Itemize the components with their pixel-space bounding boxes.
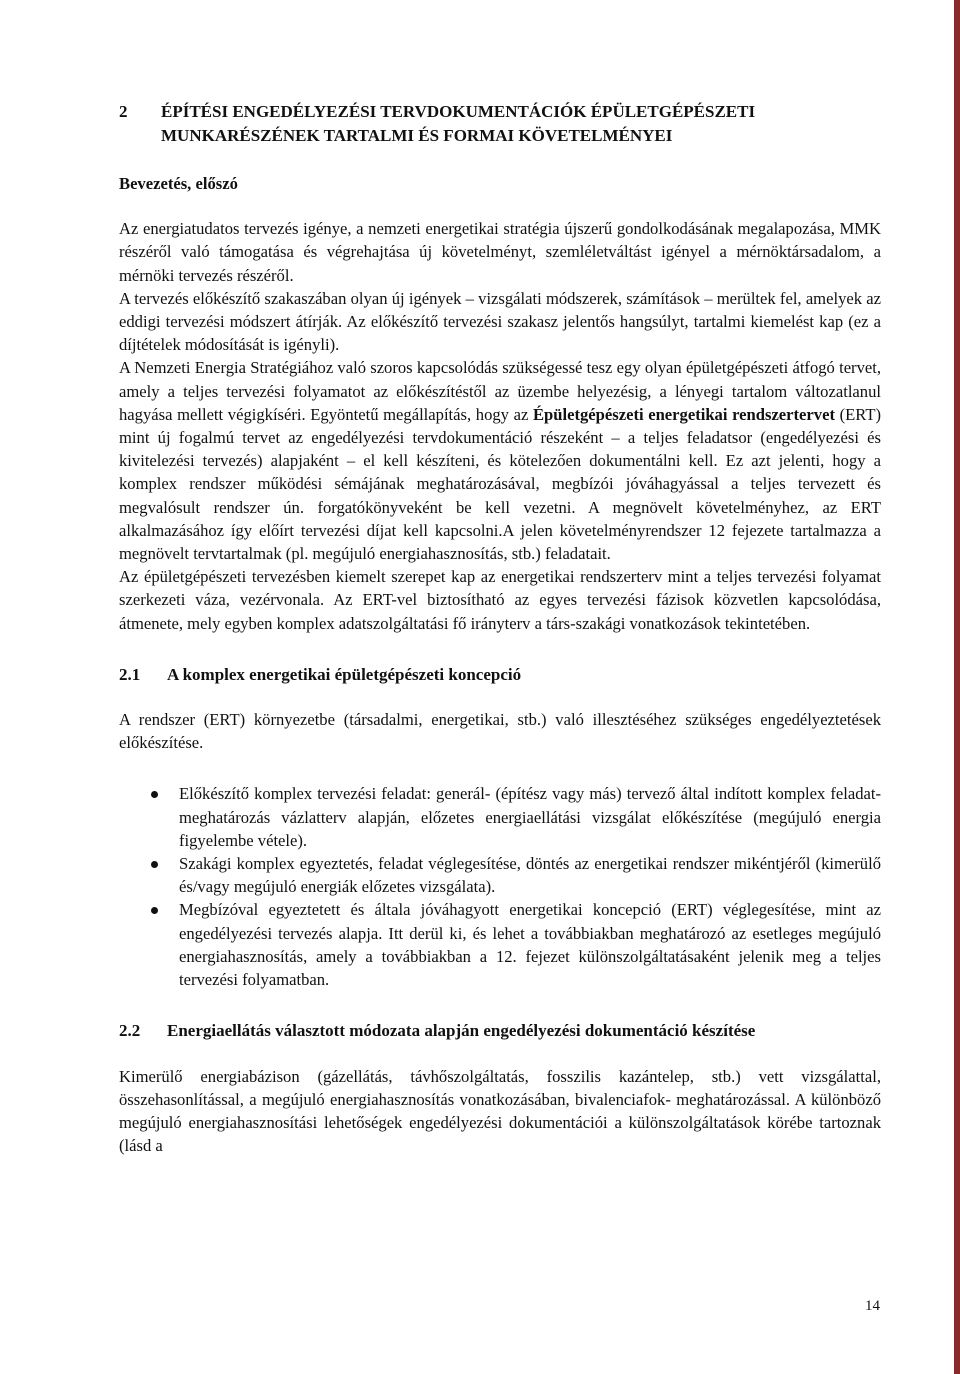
- section-2-1-number: 2.1: [119, 664, 141, 684]
- paragraph-3: [119, 356, 881, 565]
- list-item: [119, 782, 881, 852]
- paragraph-3-part-a: A Nemzeti Energia Stratégiához való szoros kapcsolódás szükségessé tesz egy olyan épületgépészeti átfogó tervet, amely a teljes tervezési folyamatot az előkészítéstől az üzembe helyezésig, a lényegi tartalom változatlanul hagyása mellett végigkíséri. Egyöntetű megállapítás, hogy az: [119, 358, 881, 424]
- chapter-title-line2: MUNKARÉSZÉNEK TARTALMI ÉS FORMAI KÖVETELMÉNYEI: [161, 126, 673, 145]
- list-item: [119, 898, 881, 991]
- page-edge-bar: [954, 0, 960, 1374]
- chapter-title-line1: ÉPÍTÉSI ENGEDÉLYEZÉSI TERVDOKUMENTÁCIÓK ÉPÜLETGÉPÉSZETI: [161, 102, 756, 121]
- section-2-2-heading: [119, 1019, 881, 1042]
- paragraph-2: A tervezés előkészítő szakaszában olyan új igények – vizsgálati módszerek, számítások – merültek fel, amelyek az eddigi tervezési módszert átírják. Az előkészítő tervezési szakasz jelentős hangsúlyt, tartalmi kiemelést kap (ez a díjtételek módosítását is igényli).: [119, 288, 881, 355]
- chapter-heading: [119, 100, 881, 148]
- paragraph-4: Az épületgépészeti tervezésben kiemelt szerepet kap az energetikai rendszerterv mint a teljes tervezési folyamat szerkezeti váza, vezérvonala. Az ERT-vel biztosítható az egyes tervezési fázisok közvetlen kapcsolódása, átmenete, mely egyben komplex adatszolgáltatási fő irányterv a társ-szakági vonatkozások tekintetében.: [119, 567, 881, 633]
- paragraph-1: Az energiatudatos tervezés igénye, a nemzeti energetikai stratégia újszerű gondolkodásának megalapozása, MMK részéről való támogatása és végrehajtása új követelményt, szemléletváltást igényel a mérnöktársadalom, a mérnöki tervezés részéről.: [119, 219, 881, 285]
- intro-heading: Bevezetés, előszó: [119, 174, 238, 193]
- section-2-2-number: 2.2: [119, 1021, 141, 1041]
- bullet-icon: [151, 907, 158, 914]
- chapter-number: 2: [119, 102, 128, 121]
- list-item-text: Szakági komplex egyeztetés, feladat véglegesítése, döntés az energetikai rendszer mikéntjéről (kimerülő és/vagy megújuló energiák előzetes vizsgálata).: [179, 854, 881, 897]
- list-item-text: Előkészítő komplex tervezési feladat: generál- (építész vagy más) tervező által indított komplex feladat-meghatározás vázlatterv alapján, előzetes energiaellátási vizsgálat előkészítése (megújuló energia figyelembe vétele).: [179, 784, 881, 850]
- section-2-1-title: A komplex energetikai épületgépészeti koncepció: [167, 664, 522, 684]
- list-item-text: Megbízóval egyeztetett és általa jóváhagyott energetikai koncepció (ERT) véglegesítése, mint az engedélyezési tervezés alapja. Itt derül ki, és lehet a továbbiakban meghatározó az esetleges megújuló energiahasznosítás, amely a továbbiakban a 12. fejezet különszolgáltatásaként jelenik meg a teljes tervezési folyamatban.: [179, 900, 881, 990]
- list-item: [119, 852, 881, 898]
- bullet-icon: [151, 861, 158, 868]
- section-2-2-text: Kimerülő energiabázison (gázellátás, távhőszolgáltatás, fosszilis kazántelep, stb.) vett vizsgálattal, összehasonlítással, a megújuló energiahasznosítás vonatkozásában, bivalenciafok- meghatározással. A különböző megújuló energiahasznosítási lehetőségek engedélyezési dokumentációi a különszolgáltatások körébe tartoznak (lásd a: [119, 1066, 881, 1156]
- chapter-title: [161, 100, 881, 148]
- document-page: [119, 100, 881, 1157]
- page-number: 14: [865, 1298, 880, 1314]
- bullet-list: [119, 782, 881, 991]
- paragraph-3-bold: Épületgépészeti energetikai rendszertervet: [532, 404, 835, 424]
- paragraph-3-part-b: (ERT) mint új fogalmú tervet az engedélyezési tervdokumentáció részeként – a teljes feladatsor (engedélyezési és kivitelezési tervezés) alapjaként – el kell készíteni, és kötelezően dokumentálni kell. Ez azt jelenti, hogy a komplex rendszer működési sémájának meghatározásával, megbízói jóváhagyással a teljes tervezett és megvalósult rendszer ún. forgatókönyveként be kell vezetni. A megnövelt követelményhez, az ERT alkalmazásához így előírt tervezési díjat kell kapcsolni.A jelen követelményrendszer 12 fejezete tartalmazza a megnövelt tervtartalmak (pl. megújuló energiahasznosítás, stb.) feladatait.: [119, 404, 882, 564]
- section-2-1-heading: [119, 663, 881, 686]
- section-2-1-intro: A rendszer (ERT) környezetbe (társadalmi, energetikai, stb.) való illesztéséhez szükséges engedélyeztetések előkészítése.: [119, 710, 881, 753]
- bullet-icon: [151, 791, 158, 798]
- section-2-2-title: Energiaellátás választott módozata alapján engedélyezési dokumentáció készítése: [167, 1021, 756, 1041]
